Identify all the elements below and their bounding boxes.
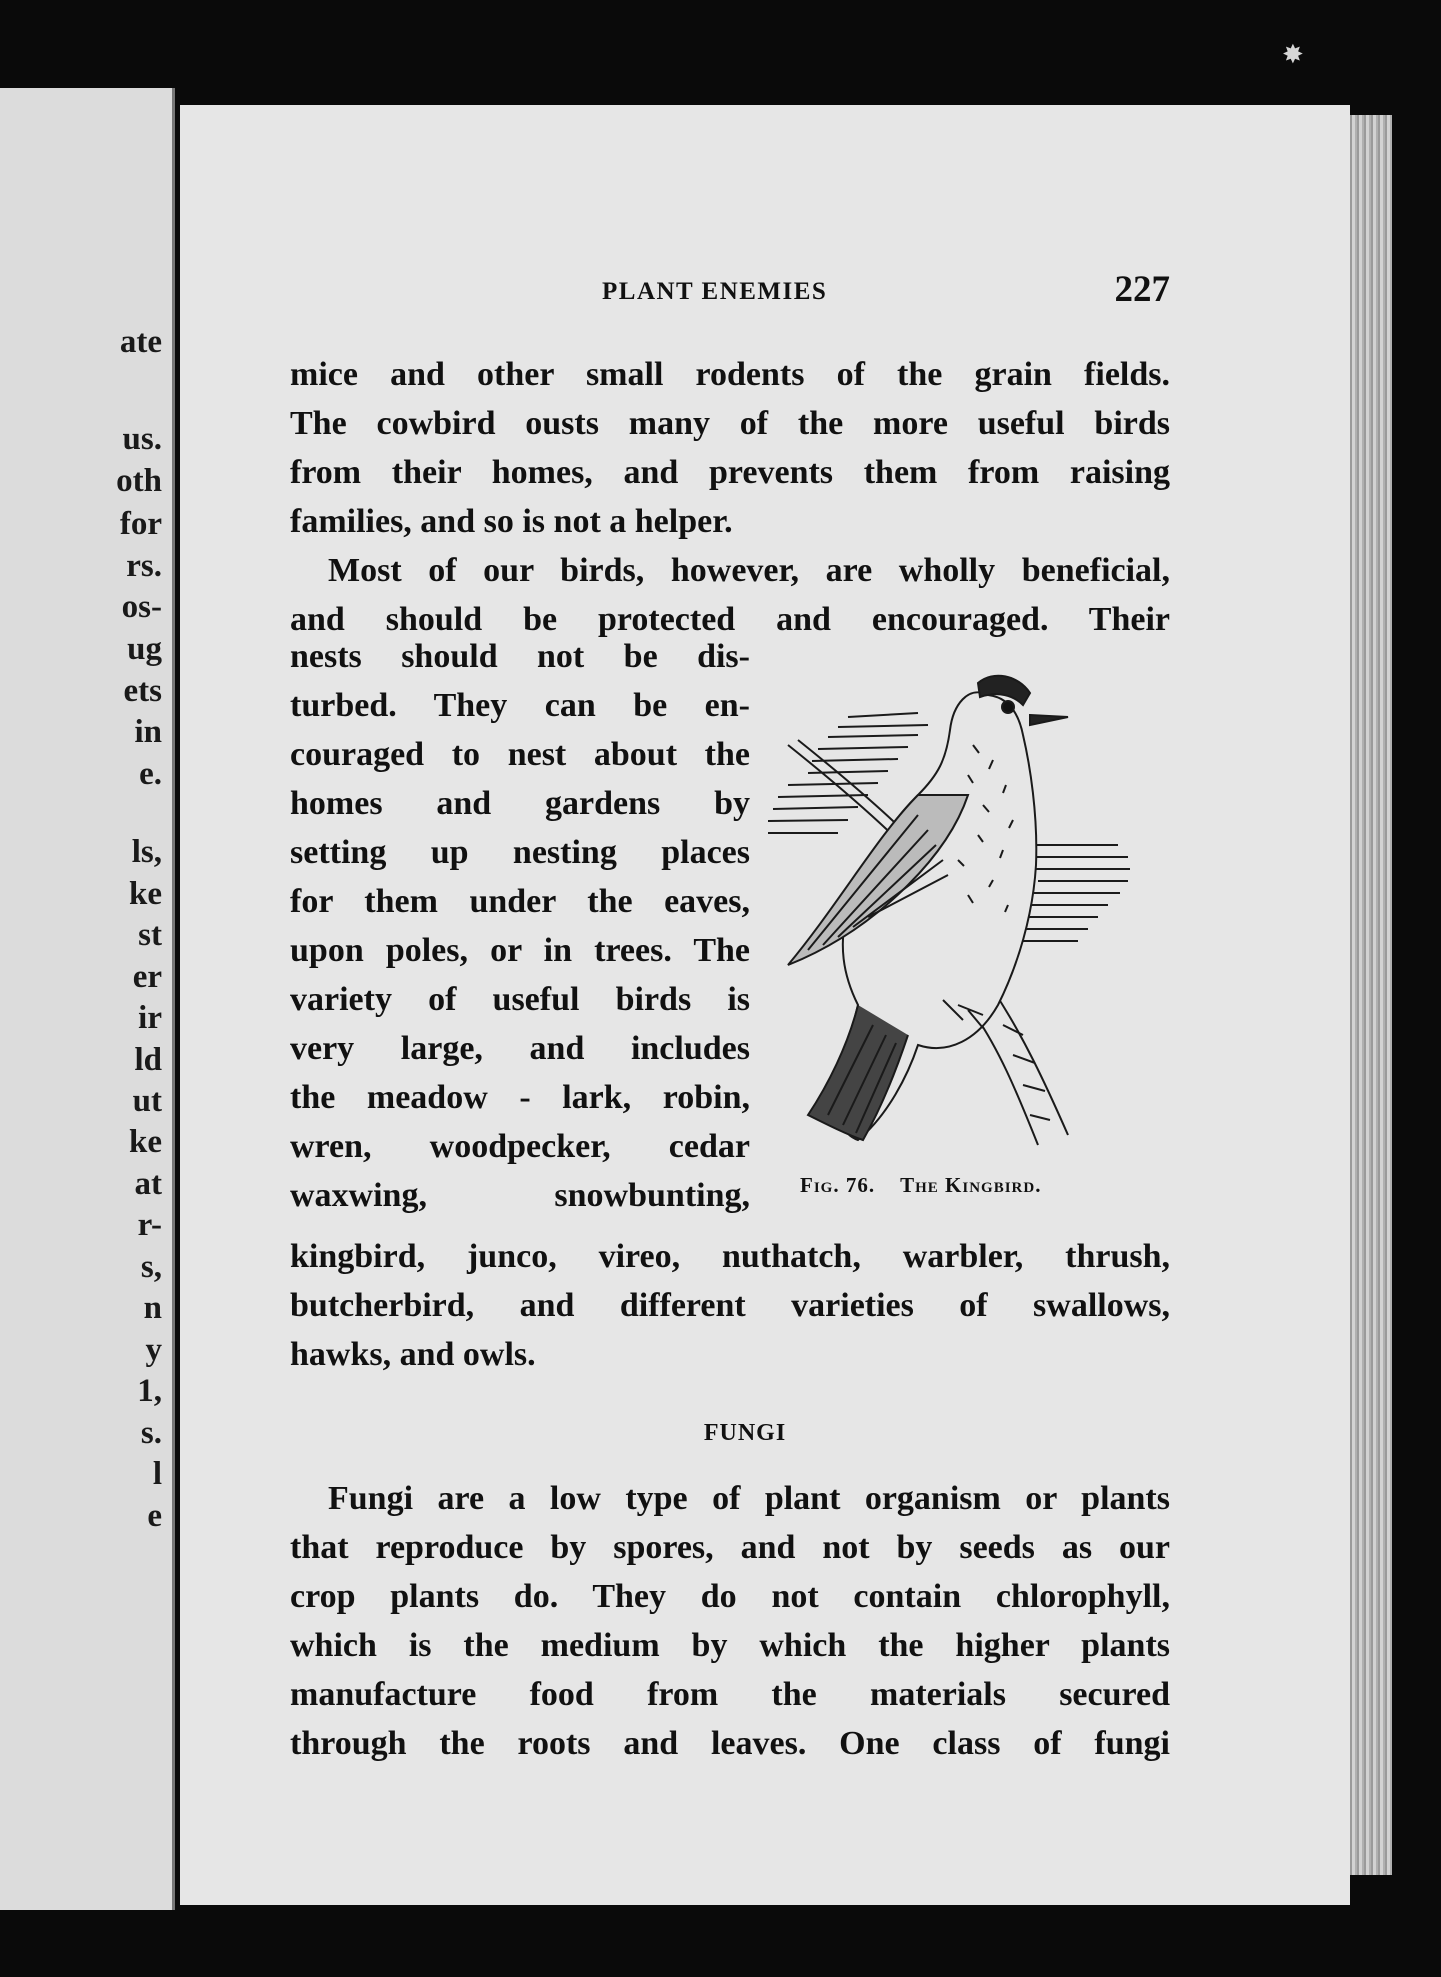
fragment-text: at — [134, 1166, 162, 1202]
fragment-text: st — [138, 917, 162, 953]
text-line: wren, woodpecker, cedar — [290, 1128, 750, 1165]
text-line: upon poles, or in trees. The — [290, 932, 750, 969]
text-line: families, and so is not a helper. — [290, 503, 733, 540]
fragment-text: for — [119, 506, 162, 542]
fragment-text: e. — [139, 756, 162, 792]
fragment-text: 1, — [137, 1373, 162, 1409]
paragraph-birds-intro — [290, 546, 1170, 644]
bird — [788, 676, 1068, 1140]
section-heading: FUNGI — [703, 1420, 787, 1446]
text-line: that reproduce by spores, and not by seeds as our — [290, 1529, 1170, 1566]
fragment-text: er — [132, 959, 162, 995]
fragment-text: oth — [116, 463, 162, 499]
fragment-text: e — [147, 1498, 162, 1534]
text-line: turbed. They can be en- — [290, 687, 750, 724]
text-line: which is the medium by which the higher plants — [290, 1627, 1170, 1664]
text-line: Most of our birds, however, are wholly beneficial, — [328, 552, 1170, 589]
paragraph-birds-list — [290, 1232, 1170, 1379]
text-line: very large, and includes — [290, 1030, 750, 1067]
text-line: waxwing, snowbunting, — [290, 1177, 750, 1214]
text-line: nests should not be dis- — [290, 638, 750, 675]
fragment-text: ke — [129, 876, 162, 912]
page-header — [280, 268, 1170, 318]
text-line: and should be protected and encouraged. Their — [290, 601, 1170, 638]
text-line: manufacture food from the materials secured — [290, 1676, 1170, 1713]
text-line: hawks, and owls. — [290, 1336, 536, 1373]
fragment-text: ir — [138, 1000, 162, 1036]
figure-label: Fig. 76. — [800, 1173, 876, 1197]
fragment-text: n — [143, 1290, 162, 1326]
scan-speck: ✸ — [1282, 40, 1304, 69]
page-edge-stack — [1350, 115, 1392, 1875]
text-line: mice and other small rodents of the grain fields. — [290, 356, 1170, 393]
paragraph-birds-wrapped — [290, 632, 750, 1220]
text-line: crop plants do. They do not contain chlorophyll, — [290, 1578, 1170, 1615]
fragment-text: s, — [140, 1249, 162, 1285]
text-line: homes and gardens by — [290, 785, 750, 822]
text-line: variety of useful birds is — [290, 981, 750, 1018]
fragment-text: s. — [140, 1415, 162, 1451]
fragment-text: r- — [137, 1207, 162, 1243]
text-line: The cowbird ousts many of the more useful birds — [290, 405, 1170, 442]
fragment-text: y — [145, 1332, 162, 1368]
paragraph-rodents — [290, 350, 1170, 546]
text-line: the meadow - lark, robin, — [290, 1079, 750, 1116]
text-line: butcherbird, and different varieties of swallows, — [290, 1287, 1170, 1324]
fragment-text: ls, — [131, 834, 162, 870]
figure-title: The Kingbird. — [900, 1173, 1042, 1197]
fragment-text: ut — [132, 1083, 162, 1119]
kingbird-illustration — [768, 645, 1170, 1200]
running-head: PLANT ENEMIES — [602, 278, 828, 305]
page-number: 227 — [1114, 269, 1170, 310]
text-line: setting up nesting places — [290, 834, 750, 871]
fragment-text: in — [134, 714, 162, 750]
fragment-text: ate — [119, 324, 162, 360]
fragment-text: os- — [121, 589, 162, 625]
text-line: from their homes, and prevents them from raising — [290, 454, 1170, 491]
paragraph-fungi — [290, 1474, 1170, 1768]
facing-page-fragment — [0, 88, 175, 1910]
fragment-text: l — [152, 1456, 162, 1492]
fragment-text: rs. — [126, 548, 162, 584]
fragment-text: ets — [123, 673, 162, 709]
text-line: Fungi are a low type of plant organism or plants — [328, 1480, 1170, 1517]
figure-caption — [800, 1173, 1140, 1198]
text-line: through the roots and leaves. One class of fungi — [290, 1725, 1170, 1762]
text-line: for them under the eaves, — [290, 883, 750, 920]
text-line: couraged to nest about the — [290, 736, 750, 773]
text-line: kingbird, junco, vireo, nuthatch, warbler, thrush, — [290, 1238, 1170, 1275]
fragment-text: ke — [129, 1124, 162, 1160]
fragment-text: ug — [127, 631, 162, 667]
fragment-text: ld — [134, 1042, 162, 1078]
fragment-text: us. — [122, 421, 162, 457]
